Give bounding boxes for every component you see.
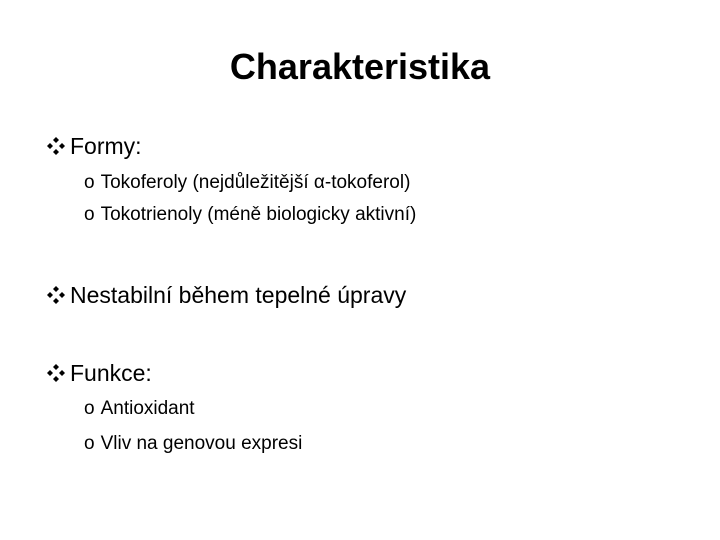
bullet-heading: Formy: [70,133,142,159]
circle-marker: o [84,398,95,419]
sub-bullet-text: Tokotrienoly (méně biologicky aktivní) [100,204,417,225]
bullet-heading: Funkce: [70,360,152,386]
circle-marker: o [84,172,95,193]
sub-bullet-tokoferoly [84,170,410,196]
sub-bullet-genova-exprese [84,431,302,457]
sub-bullet-antioxidant [84,396,195,422]
four-diamond-icon [46,136,66,156]
sub-bullet-text: Tokoferoly (nejdůležitější α-tokoferol) [100,172,411,193]
four-diamond-icon [46,363,66,383]
bullet-formy [46,131,142,161]
circle-marker: o [84,204,95,225]
sub-bullet-text: Antioxidant [100,398,195,419]
sub-bullet-text: Vliv na genovou expresi [100,433,303,454]
bullet-nestabilni [46,280,406,310]
bullet-heading: Nestabilní během tepelné úpravy [70,282,407,308]
circle-marker: o [84,433,95,454]
four-diamond-icon [46,285,66,305]
sub-bullet-tokotrienoly [84,202,416,228]
slide-title: Charakteristika [229,46,491,87]
bullet-funkce [46,358,152,388]
